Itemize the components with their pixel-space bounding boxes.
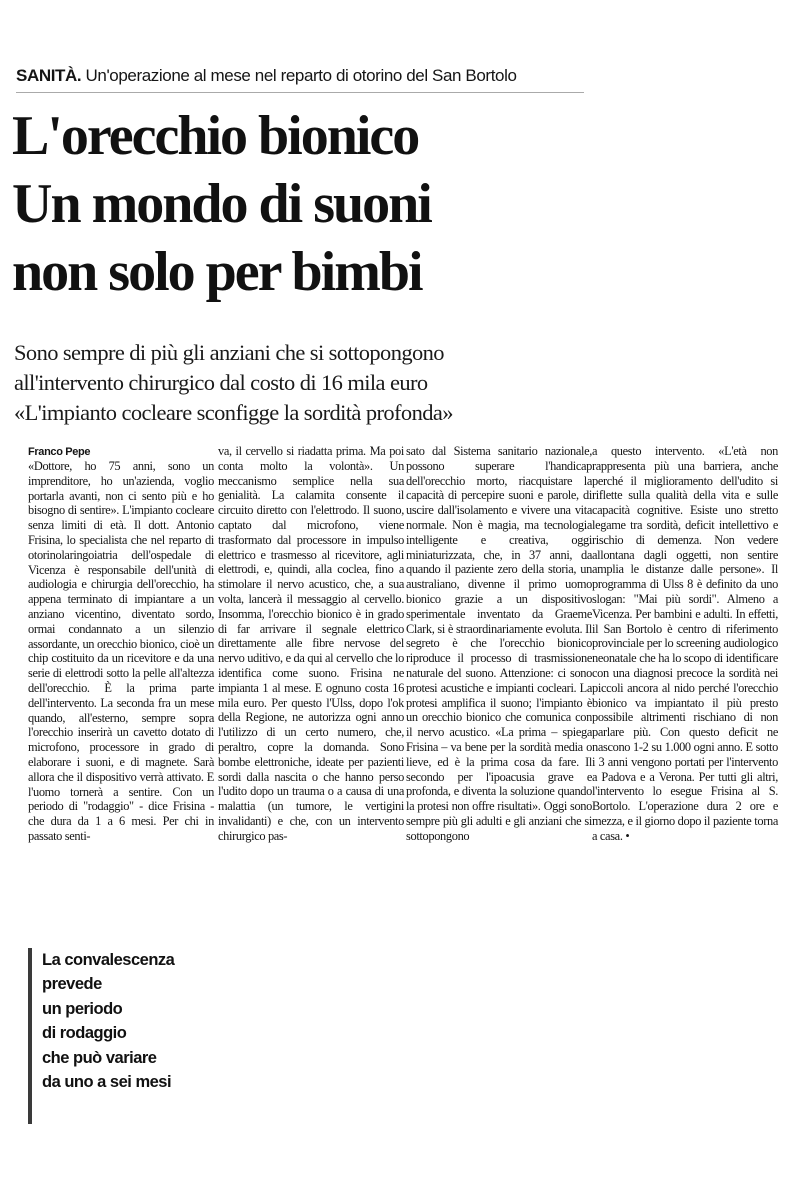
byline: Franco Pepe	[28, 446, 91, 458]
pull-quote-line: da uno a sei mesi	[42, 1073, 172, 1092]
headline-line-2: Un mondo di suoni	[12, 173, 431, 235]
pull-quote	[28, 948, 242, 1124]
kicker-section: SANITÀ.	[16, 66, 82, 85]
pull-quote-line: di rodaggio	[42, 1024, 127, 1043]
article-column-1	[28, 445, 214, 844]
pull-quote-line: prevede	[42, 975, 102, 994]
subheadline-line-3: «L'impianto cocleare sconfigge la sordità profonda»	[14, 400, 453, 425]
article-column-4	[592, 444, 778, 844]
kicker-text: Un'operazione al mese nel reparto di otorino del San Bortolo	[85, 66, 517, 85]
kicker	[16, 66, 584, 93]
pull-quote-line: un periodo	[42, 999, 123, 1018]
pull-quote-line: La convalescenza	[42, 951, 175, 969]
headline-line-1: L'orecchio bionico	[12, 105, 419, 167]
article-column-3	[406, 444, 592, 844]
column-text: «Dottore, ho 75 anni, sono un imprenditore, ho un'azienda, voglio portarla avanti, non ci sento più e ho bisogno di sentire». L'impianto cocleare senza limiti di età. Il dott. Antonio Frisina, lo specialista che nel reparto di otorinolaringoiatria dell'ospedale di Vicenza è responsabile dell'unità di audiologia e chirurgia dell'orecchio, ha appena terminato di impiantare a un anziano vicentino, diventato sordo, ormai condannato a un silenzio assordante, un orecchio bionico, cioè un chip costituito da un ricevitore e da una serie di elettrodi sotto la pelle all'altezza dell'orecchio. È la prima parte dell'intervento. La seconda fra un mese quando, all'esterno, sempre sopra l'orecchio inserirà un cavetto dotato di microfono, processore in grado di elaborare i suoni, e di magnete. Sarà allora che il dispositivo verrà attivato. E l'uomo tornerà a sentire. Con un periodo di "rodaggio" - dice Frisina - che dura da 1 a 6 mesi. Per chi in passato senti-	[28, 459, 214, 843]
headline	[12, 102, 602, 306]
column-text: va, il cervello si riadatta prima. Ma poi conta molto la volontà». Un meccanismo semplice nella sua genialità. La calamita consente il circuito diretto con l'elettrodo. Il suono, captato dal microfono, viene trasformato dal processore in impulso elettrico e trasmesso al ricevitore, agli elettrodi, e, quindi, alla coclea, fino a stimolare il nervo acustico, che, a sua volta, lancerà il messaggio al cervello. Insomma, l'orecchio bionico è in grado di far arrivare il segnale elettrico direttamente alle fibre nervose del nervo uditivo, e da qui al cervello che lo identifica come suono. Frisina ne impianta 1 al mese. E ognuno costa 16 mila euro. Per questo l'Ulss, dopo l'ok della Regione, ne autorizza ogni anno l'utilizzo di un certo numero, che, peraltro, copre la domanda. Sono bombe elettroniche, ideate per pazienti sordi dalla nascita o che hanno perso l'udito dopo un trauma o a causa di una malattia (un tumore, le vertigini invalidanti) e che, con un intervento chirurgico pas-	[218, 444, 404, 843]
subheadline	[14, 338, 614, 428]
article-column-2	[218, 444, 404, 844]
pull-quote-line: che può variare	[42, 1048, 157, 1067]
column-text: sato dal Sistema sanitario nazionale, possono superare l'handicap dell'orecchio morto, riacquistare la capacità di percepire suoni e parole, di uscire dall'isolamento e vivere una vita normale. Non è magia, ma tecnologia intelligente e creativa, oggi miniaturizzata, che, in 37 anni, da quando il paziente zero della storia, un australiano, divenne il primo uomo bionico grazie a un dispositivo sperimentale inventato da Graeme Clark, si è straordinariamente evoluta. Il segreto è che l'orecchio bionico riproduce il processo di trasmissione naturale del suono. Attenzione: ci sono protesi acustiche e impianti cocleari. La protesi amplifica il suono; l'impianto è un orecchio bionico che comunica con il nervo acustico. «La prima – spiega Frisina – va bene per la sordità media o lieve, ed è la prima cosa da fare. Il secondo per l'ipoacusia grave e profonda, e diventa la soluzione quando la protesi non offre risultati». Oggi sono sempre più gli adulti e gli anziani che si sottopongono	[406, 444, 592, 843]
subheadline-line-2: all'intervento chirurgico dal costo di 16 mila euro	[14, 370, 428, 395]
subheadline-line-1: Sono sempre di più gli anziani che si sottopongono	[14, 340, 444, 365]
column-text: a questo intervento. «L'età non rappresenta più una barriera, anche perché il miglioramento dell'udito si riflette sulla qualità della vita e sulle capacità cognitive. Esiste uno stretto legame tra sordità, deficit intellettivo e rischio di demenza. Non vedere allontana dagli oggetti, non sentire amplia le distanze dalle persone». Il programma di Ulss 8 è definito da uno slogan: "Mai più sordi". Almeno a Vicenza. Per bambini e adulti. In effetti, il San Bortolo è centro di riferimento provinciale per lo screening audiologico neonatale che ha lo scopo di identificare con una diagnosi precoce la sordità nei piccoli ancora al nido perché l'orecchio bionico va impiantato il più presto possibile altrimenti rischiano di non parlare più. Con questo deficit ne nascono 1-2 su 1.000 ogni anno. E sotto i 3 anni vengono portati per l'intervento a Padova e a Verona. Per tutti gli altri, l'intervento lo esegue Frisina al S. Bortolo. L'operazione dura 2 ore e mezza, e il giorno dopo il paziente torna a casa. •	[592, 444, 778, 843]
headline-line-3: non solo per bimbi	[12, 241, 422, 303]
